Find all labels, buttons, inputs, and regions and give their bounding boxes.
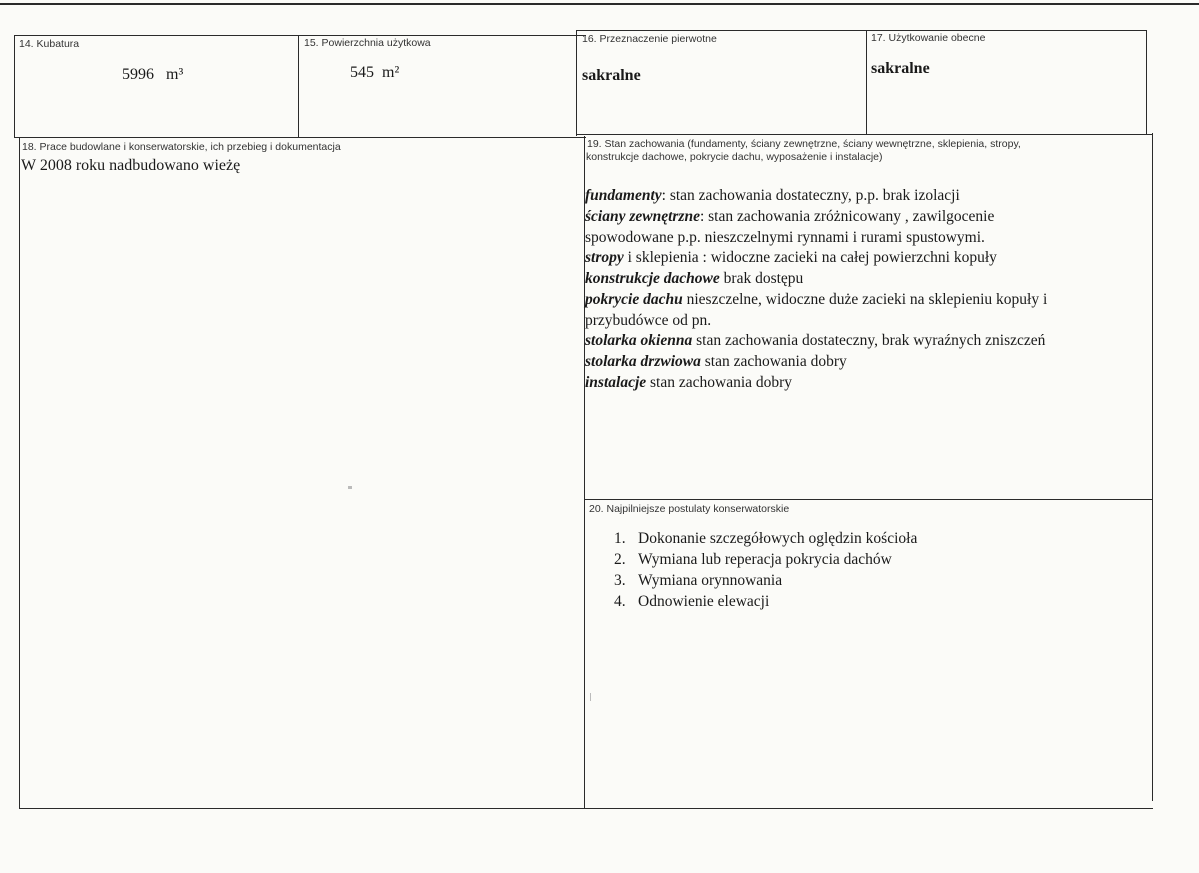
condition-line: spowodowane p.p. nieszczelnymi rynnami i rurami spustowymi. [585,229,985,246]
list-item: 2. Wymiana lub reperacja pokrycia dachów [614,551,892,568]
field-16-label: 16. Przeznaczenie pierwotne [582,33,717,45]
field-17-value: sakralne [871,60,930,77]
condition-line: przybudówce od pn. [585,312,712,329]
field-19-label-line2: konstrukcje dachowe, pokrycie dachu, wyposażenie i instalacje) [586,151,883,163]
scan-speck [348,486,352,489]
condition-line: konstrukcje dachowe brak dostępu [585,270,804,287]
page-top-edge [0,3,1199,5]
condition-line: stolarka drzwiowa stan zachowania dobry [585,353,847,370]
list-item: 4. Odnowienie elewacji [614,593,770,610]
field-17-label: 17. Użytkowanie obecne [871,32,986,44]
field-18-label: 18. Prace budowlane i konserwatorskie, ich przebieg i dokumentacja [22,141,341,153]
field-20-label: 20. Najpilniejsze postulaty konserwatorskie [589,503,790,515]
postulates-list [614,528,917,612]
field-15-value: 545 m² [350,64,400,81]
field-14-unit: m³ [166,66,184,83]
condition-line: instalacje stan zachowania dobry [585,374,793,391]
condition-line: stropy i sklepienia : widoczne zacieki na całej powierzchni kopuły [585,249,997,266]
list-item: 3. Wymiana orynnowania [614,572,783,589]
field-14-value: 5996 m³ [122,66,184,83]
field-19-label-line1: 19. Stan zachowania (fundamenty, ściany zewnętrzne, ściany wewnętrzne, sklepienia, stropy, [587,138,1021,150]
field-16-value: sakralne [582,67,641,84]
list-item: 1. Dokonanie szczegółowych oględzin kościoła [614,530,918,547]
field-14-label: 14. Kubatura [19,38,80,50]
condition-line: ściany zewnętrzne: stan zachowania zróżnicowany , zawilgocenie [585,208,995,225]
field-18-text: W 2008 roku nadbudowano wieżę [21,157,241,174]
condition-line: pokrycie dachu nieszczelne, widoczne duże zacieki na sklepieniu kopuły i [585,291,1048,308]
field-15-label: 15. Powierzchnia użytkowa [304,37,431,49]
condition-line: stolarka okienna stan zachowania dostateczny, brak wyraźnych zniszczeń [585,332,1046,349]
condition-line: fundamenty: stan zachowania dostateczny, p.p. brak izolacji [585,187,960,204]
field-15-unit: m² [382,64,400,81]
scan-speck [590,693,591,701]
